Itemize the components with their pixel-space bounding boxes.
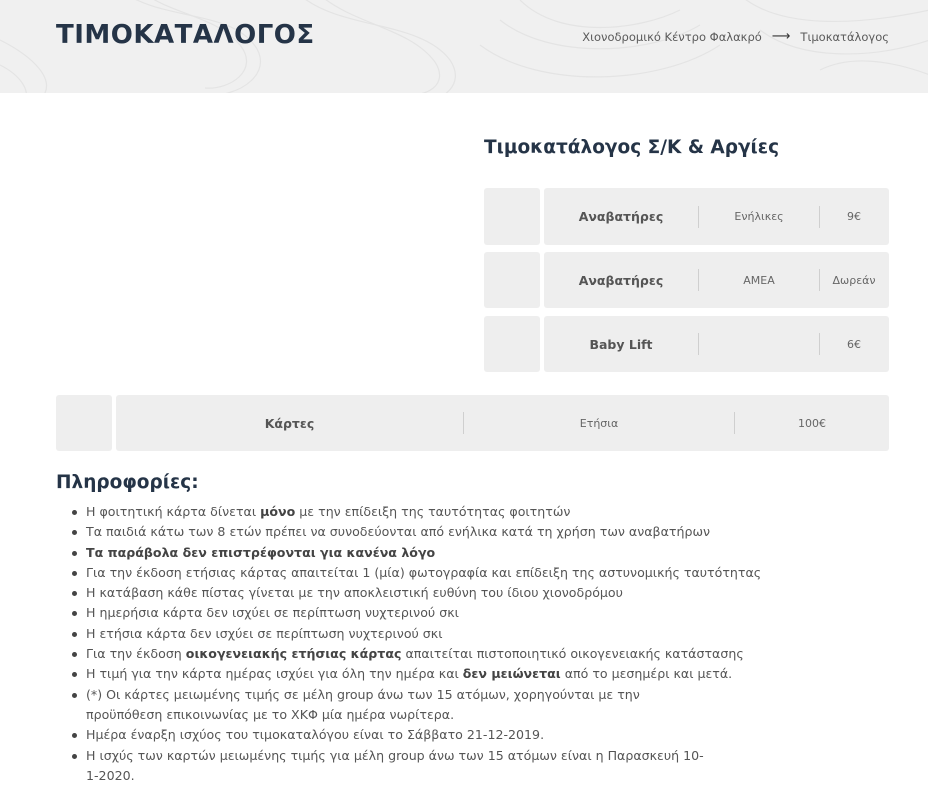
row-icon-cell bbox=[484, 188, 540, 245]
cards-item-value: 100€ bbox=[798, 416, 826, 430]
list-item: Η ημερήσια κάρτα δεν ισχύει σε περίπτωση νυχτερινού σκι bbox=[70, 603, 770, 623]
price-row-data bbox=[544, 316, 889, 372]
info-text: Η φοιτητική κάρτα δίνεται bbox=[86, 504, 261, 519]
info-emphasis: οικογενειακής ετήσιας κάρτας bbox=[185, 646, 402, 662]
info-title: Πληροφορίες: bbox=[56, 472, 199, 493]
cards-item-name: Κάρτες bbox=[264, 415, 315, 431]
info-emphasis: μόνο bbox=[260, 504, 296, 519]
price-row-data bbox=[544, 252, 889, 308]
info-text: με την επίδειξη της ταυτότητας φοιτητών bbox=[295, 504, 571, 519]
price-row-data bbox=[544, 188, 889, 245]
price-row bbox=[484, 188, 889, 245]
list-item: Η ετήσια κάρτα δεν ισχύει σε περίπτωση νυχτερινού σκι bbox=[70, 624, 770, 644]
breadcrumb-home-link[interactable]: Χιονοδρομικό Κέντρο Φαλακρό bbox=[582, 29, 762, 44]
list-item: Η ισχύς των καρτών μειωμένης τιμής για μέλη group άνω των 15 ατόμων είναι η Παρασκευή 10-1-2020. bbox=[70, 746, 710, 787]
list-item bbox=[70, 543, 770, 563]
list-item: Τα παιδιά κάτω των 8 ετών πρέπει να συνοδεύονται από ενήλικα κατά τη χρήση των αναβατήρων bbox=[70, 522, 770, 542]
cards-item-category: Ετήσια bbox=[579, 416, 619, 430]
price-item-category: ΑΜΕΑ bbox=[743, 273, 775, 287]
price-row bbox=[484, 316, 889, 372]
page-title: ΤΙΜΟΚΑΤΑΛΟΓΟΣ bbox=[56, 20, 315, 50]
list-item: (*) Οι κάρτες μειωμένης τιμής σε μέλη group άνω των 15 ατόμων, χορηγούνται με την προϋπόθεση επικοινωνίας με το ΧΚΦ μία ημέρα νωρίτερα. bbox=[70, 685, 650, 726]
breadcrumb bbox=[582, 29, 889, 44]
price-item-name: Αναβατήρες bbox=[578, 209, 664, 224]
list-item bbox=[70, 644, 770, 664]
price-item-name: Baby Lift bbox=[589, 336, 653, 352]
list-item: Ημέρα έναρξη ισχύος του τιμοκαταλόγου είναι το Σάββατο 21-12-2019. bbox=[70, 725, 770, 745]
price-item-value: 9€ bbox=[847, 210, 861, 223]
price-item-name: Αναβατήρες bbox=[578, 272, 664, 288]
price-item-value: Δωρεάν bbox=[832, 273, 876, 287]
cards-row bbox=[56, 395, 889, 451]
row-icon-cell bbox=[484, 252, 540, 308]
row-icon-cell bbox=[56, 395, 112, 451]
price-item-value: 6€ bbox=[847, 337, 861, 351]
price-row bbox=[484, 252, 889, 308]
info-text: Η τιμή για την κάρτα ημέρας ισχύει για όλη την ημέρα και bbox=[86, 666, 463, 682]
arrow-right-icon: ⟶ bbox=[771, 29, 791, 44]
cards-row-data bbox=[116, 395, 889, 451]
info-text: Για την έκδοση bbox=[86, 646, 186, 662]
info-emphasis: δεν μειώνεται bbox=[462, 666, 561, 682]
price-item-category bbox=[699, 316, 819, 372]
list-item bbox=[70, 664, 770, 684]
price-item-category: Ενήλικες bbox=[734, 210, 784, 223]
info-emphasis: Τα παράβολα δεν επιστρέφονται για κανένα λόγο bbox=[86, 544, 436, 560]
info-text: από το μεσημέρι και μετά. bbox=[560, 666, 733, 682]
info-list bbox=[70, 502, 770, 786]
row-icon-cell bbox=[484, 316, 540, 372]
breadcrumb-current: Τιμοκατάλογος bbox=[800, 29, 889, 44]
section-title: Τιμοκατάλογος Σ/Κ & Αργίες bbox=[484, 137, 780, 158]
list-item: Για την έκδοση ετήσιας κάρτας απαιτείται 1 (μία) φωτογραφία και επίδειξη της αστυνομικής ταυτότητας bbox=[70, 563, 770, 583]
list-item bbox=[70, 502, 770, 522]
info-text: απαιτείται πιστοποιητικό οικογενειακής κατάστασης bbox=[401, 646, 744, 662]
list-item: Η κατάβαση κάθε πίστας γίνεται με την αποκλειστική ευθύνη του ίδιου χιονοδρόμου bbox=[70, 583, 770, 603]
page-header bbox=[0, 0, 928, 93]
